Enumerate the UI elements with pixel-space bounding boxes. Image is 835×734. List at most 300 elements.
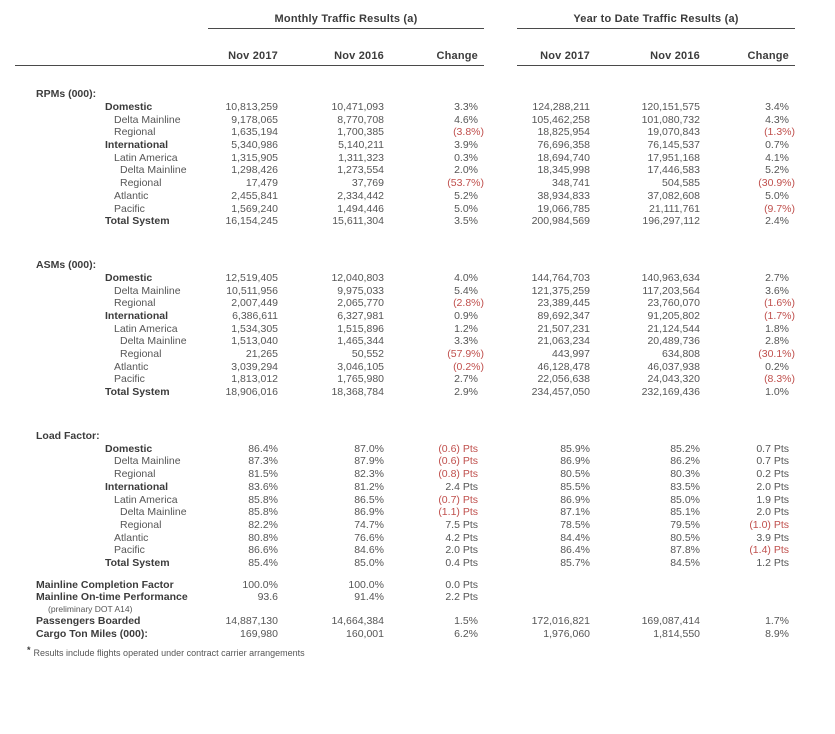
- summary-block-1: [0, 591, 795, 615]
- row-label: Regional: [120, 518, 162, 531]
- value-cell-m2017: 85.8%: [248, 493, 278, 506]
- value-cell-y2016: 196,297,112: [642, 215, 700, 228]
- value-cell-y2016: 17,951,168: [647, 151, 700, 164]
- value-cell-m2017: 81.5%: [248, 468, 278, 481]
- value-cell-ychange: 0.2 Pts: [756, 468, 789, 481]
- column-header-spacer: [0, 50, 195, 62]
- column-gap: [484, 591, 514, 604]
- value-cell-y2017: 144,764,703: [531, 271, 590, 284]
- value-cell-y2016: 37,082,608: [647, 189, 700, 202]
- column-header-ytd-nov-2017: Nov 2017: [540, 50, 590, 62]
- group-header-row: [0, 13, 795, 29]
- row-label: Domestic: [105, 101, 153, 113]
- value-cell-m2016: 87.0%: [354, 442, 384, 455]
- value-cell-y2017: 21,063,234: [537, 335, 590, 348]
- row-label: Total System: [105, 386, 170, 399]
- column-gap: [484, 285, 514, 298]
- value-cell-y2016: 504,585: [662, 177, 700, 190]
- value-cell-mchange: (0.8) Pts: [438, 468, 478, 481]
- column-gap: [484, 579, 514, 592]
- value-cell-y2017: 234,457,050: [531, 386, 590, 399]
- table-row: [0, 272, 795, 285]
- value-cell-m2017: 12,519,405: [225, 271, 278, 284]
- row-label: Latin America: [114, 322, 178, 335]
- value-cell-m2017: 86.6%: [248, 544, 278, 557]
- table-row: [0, 323, 795, 336]
- row-label: Delta Mainline: [114, 284, 181, 297]
- value-cell-m2016: 91.4%: [354, 591, 384, 604]
- value-cell-y2016: 21,111,761: [649, 202, 700, 215]
- value-cell-ychange: [706, 591, 795, 604]
- value-cell-m2016: 86.5%: [354, 493, 384, 506]
- section-0: [0, 88, 795, 228]
- value-cell-m2017: 1,315,905: [231, 151, 278, 164]
- value-cell-y2016: 23,760,070: [647, 297, 700, 310]
- row-label: Delta Mainline: [120, 335, 187, 348]
- table-row: [0, 544, 795, 557]
- value-cell-y2017: 86.4%: [560, 544, 590, 557]
- value-cell-y2016: 46,037,938: [647, 360, 700, 373]
- value-cell-ychange: 1.0%: [765, 386, 789, 399]
- section-title: ASMs (000):: [36, 258, 97, 271]
- value-cell-ychange: 5.0%: [765, 189, 789, 202]
- group-header-spacer: [0, 13, 195, 29]
- table-row: [0, 615, 795, 628]
- value-cell-y2017: 85.9%: [560, 442, 590, 455]
- value-cell-mchange: 3.5%: [454, 215, 478, 228]
- value-cell-y2016: 21,124,544: [647, 322, 700, 335]
- table-row: [0, 361, 795, 374]
- value-cell-m2017: 169,980: [240, 627, 278, 640]
- value-cell-y2017: 78.5%: [560, 518, 590, 531]
- row-label: Latin America: [114, 493, 178, 506]
- value-cell-m2017: 10,813,259: [225, 101, 278, 113]
- column-gap: [484, 215, 514, 228]
- value-cell-y2017: 105,462,258: [531, 113, 590, 126]
- ytd-group-header-label: Year to Date Traffic Results (a): [573, 13, 739, 25]
- value-cell-y2016: 120,151,575: [641, 101, 700, 113]
- section-title: RPMs (000):: [36, 88, 97, 100]
- value-cell-ychange: (30.9%): [758, 177, 795, 190]
- value-cell-m2017: 18,906,016: [225, 386, 278, 399]
- row-label: Pacific: [114, 544, 145, 557]
- table-row: [0, 557, 795, 570]
- column-header-row: [0, 50, 795, 62]
- value-cell-m2016: 1,311,323: [338, 151, 384, 164]
- column-gap: [484, 152, 514, 165]
- value-cell-y2017: 19,066,785: [537, 202, 590, 215]
- value-cell-m2016: 50,552: [351, 348, 384, 360]
- value-cell-m2016: 6,327,981: [337, 309, 384, 322]
- row-label: Latin America: [114, 151, 178, 164]
- value-cell-y2016: 19,070,843: [647, 126, 700, 139]
- value-cell-ychange: [706, 579, 795, 592]
- value-cell-mchange: (53.7%): [447, 177, 484, 190]
- table-row: [0, 152, 795, 165]
- value-cell-m2017: 17,479: [245, 177, 278, 190]
- column-gap: [484, 164, 514, 177]
- value-cell-mchange: 3.3%: [454, 335, 478, 348]
- column-header-ytd-nov-2016: Nov 2016: [650, 50, 700, 62]
- value-cell-y2017: [514, 579, 596, 592]
- value-cell-m2017: 85.4%: [248, 556, 278, 569]
- value-cell-mchange: (57.9%): [447, 348, 484, 360]
- table-row: [0, 386, 795, 399]
- value-cell-m2017: 93.6: [257, 591, 278, 604]
- value-cell-y2016: 169,087,414: [641, 615, 700, 627]
- summary-block-2: [0, 615, 795, 628]
- value-cell-mchange: 3.3%: [454, 101, 478, 113]
- value-cell-m2016: 87.9%: [354, 455, 384, 468]
- row-label: Mainline Completion Factor: [36, 578, 174, 591]
- value-cell-m2016: 81.2%: [354, 480, 384, 493]
- value-cell-m2017: 5,340,986: [231, 139, 278, 152]
- table-row: [0, 348, 795, 361]
- value-cell-y2016: 91,205,802: [647, 309, 700, 322]
- value-cell-mchange: (0.6) Pts: [438, 455, 478, 468]
- value-cell-mchange: 0.3%: [454, 151, 478, 164]
- value-cell-mchange: 0.4 Pts: [445, 556, 478, 569]
- ytd-group-header: [517, 13, 795, 29]
- value-cell-m2016: 8,770,708: [337, 113, 384, 126]
- value-cell-y2016: 80.5%: [670, 531, 700, 544]
- value-cell-y2016: 232,169,436: [641, 386, 700, 399]
- value-cell-y2016: 140,963,634: [641, 271, 700, 284]
- row-label: Total System: [105, 556, 170, 569]
- value-cell-y2016: 86.2%: [670, 455, 700, 468]
- value-cell-ychange: 2.8%: [765, 335, 789, 348]
- column-gap: [484, 139, 514, 152]
- footnote-asterisk: *: [27, 645, 31, 656]
- table-row: [0, 494, 795, 507]
- value-cell-mchange: 0.0 Pts: [445, 578, 478, 591]
- value-cell-m2017: 80.8%: [248, 531, 278, 544]
- value-cell-y2017: 46,128,478: [537, 360, 590, 373]
- table-row: [0, 190, 795, 203]
- value-cell-y2017: 76,696,358: [537, 139, 590, 152]
- value-cell-mchange: (0.6) Pts: [438, 442, 478, 455]
- value-cell-m2016: 85.0%: [354, 556, 384, 569]
- value-cell-ychange: 3.9 Pts: [756, 531, 789, 544]
- value-cell-ychange: (1.0) Pts: [749, 518, 789, 531]
- column-gap: [484, 494, 514, 507]
- value-cell-m2017: 1,813,012: [231, 373, 278, 386]
- summary-block-0: [0, 579, 795, 592]
- value-cell-mchange: 6.2%: [454, 627, 478, 640]
- value-cell-y2016: 17,446,583: [647, 164, 700, 177]
- value-cell-m2017: 2,007,449: [231, 297, 278, 310]
- column-gap: [484, 519, 514, 532]
- column-header-ytd-change: Change: [747, 50, 789, 62]
- row-label: Regional: [114, 126, 156, 139]
- value-cell-mchange: 2.0%: [454, 164, 478, 177]
- value-cell-ychange: (1.7%): [764, 309, 795, 322]
- value-cell-y2017: 121,375,259: [531, 284, 590, 297]
- row-label: Pacific: [114, 202, 145, 215]
- column-header-gap: [484, 50, 514, 62]
- value-cell-y2016: 76,145,537: [647, 139, 700, 152]
- column-gap: [484, 335, 514, 348]
- monthly-group-header-label: Monthly Traffic Results (a): [274, 13, 418, 25]
- table-row: [0, 519, 795, 532]
- value-cell-y2017: 348,741: [552, 177, 590, 190]
- table-body: [0, 88, 795, 640]
- table-row: [0, 481, 795, 494]
- row-label: Mainline On-time Performance: [36, 591, 188, 604]
- value-cell-m2017: 9,178,065: [231, 113, 278, 126]
- column-gap: [484, 506, 514, 519]
- table-row: [0, 373, 795, 386]
- row-label: International: [105, 480, 169, 493]
- header-rule-right: [517, 65, 795, 66]
- value-cell-m2017: 14,887,130: [225, 615, 278, 627]
- value-cell-ychange: 0.7%: [765, 139, 789, 152]
- value-cell-y2016: 85.0%: [670, 493, 700, 506]
- value-cell-ychange: 4.1%: [765, 151, 789, 164]
- value-cell-mchange: 4.0%: [454, 271, 478, 284]
- value-cell-m2017: 1,569,240: [231, 202, 278, 215]
- value-cell-mchange: (0.2%): [453, 360, 484, 373]
- value-cell-mchange: 0.9%: [454, 309, 478, 322]
- value-cell-y2016: 20,489,736: [647, 335, 700, 348]
- value-cell-y2016: 80.3%: [670, 468, 700, 481]
- value-cell-y2016: 84.5%: [670, 556, 700, 569]
- value-cell-ychange: (1.6%): [764, 297, 795, 310]
- column-gap: [484, 628, 514, 641]
- row-label: Regional: [120, 177, 162, 190]
- value-cell-m2016: 12,040,803: [331, 271, 384, 284]
- column-gap: [484, 323, 514, 336]
- row-label: Regional: [114, 297, 156, 310]
- value-cell-m2017: 21,265: [245, 348, 278, 360]
- value-cell-m2017: 10,511,956: [226, 284, 278, 297]
- value-cell-ychange: 4.3%: [765, 113, 789, 126]
- value-cell-m2016: 1,700,385: [337, 126, 384, 139]
- value-cell-m2016: 15,611,304: [332, 215, 384, 228]
- value-cell-m2016: 14,664,384: [331, 615, 384, 627]
- column-gap: [484, 544, 514, 557]
- table-row: [0, 126, 795, 139]
- table-row: [0, 468, 795, 481]
- value-cell-m2016: 2,334,442: [337, 189, 384, 202]
- value-cell-y2016: [596, 579, 706, 592]
- value-cell-m2017: 100.0%: [242, 578, 278, 591]
- value-cell-m2017: 2,455,841: [231, 189, 278, 202]
- value-cell-y2017: 23,389,445: [537, 297, 590, 310]
- value-cell-ychange: 3.6%: [765, 284, 789, 297]
- table-row: [0, 164, 795, 177]
- value-cell-m2016: 37,769: [351, 177, 384, 190]
- column-gap: [484, 126, 514, 139]
- value-cell-mchange: 5.2%: [454, 189, 478, 202]
- value-cell-mchange: (0.7) Pts: [438, 493, 478, 506]
- row-label: Passengers Boarded: [36, 615, 141, 627]
- value-cell-ychange: 0.7 Pts: [756, 455, 789, 468]
- value-cell-m2016: 2,065,770: [337, 297, 384, 310]
- value-cell-m2016: 1,273,554: [337, 164, 384, 177]
- value-cell-m2017: 3,039,294: [231, 360, 278, 373]
- value-cell-ychange: 1.7%: [765, 615, 789, 627]
- table-row: [0, 177, 795, 190]
- value-cell-mchange: 5.4%: [454, 284, 478, 297]
- value-cell-ychange: 1.8%: [765, 322, 789, 335]
- section-2: [0, 430, 795, 570]
- table-row: [0, 335, 795, 348]
- value-cell-y2016: 83.5%: [670, 480, 700, 493]
- value-cell-m2017: 6,386,611: [232, 309, 278, 322]
- value-cell-ychange: (1.4) Pts: [749, 544, 789, 557]
- column-gap: [484, 114, 514, 127]
- value-cell-m2016: 18,368,784: [331, 386, 384, 399]
- section-title: Load Factor:: [36, 429, 100, 442]
- value-cell-m2016: 9,975,033: [337, 284, 384, 297]
- value-cell-y2017: [514, 591, 596, 604]
- value-cell-mchange: 3.9%: [454, 139, 478, 152]
- column-gap: [484, 373, 514, 386]
- row-label: Atlantic: [114, 531, 149, 544]
- value-cell-y2017: 1,976,060: [543, 627, 590, 640]
- table-row: [0, 506, 795, 519]
- value-cell-y2017: 22,056,638: [537, 373, 590, 386]
- column-header-monthly-change: Change: [436, 50, 478, 62]
- value-cell-m2016: 84.6%: [354, 544, 384, 557]
- value-cell-y2017: 80.5%: [560, 468, 590, 481]
- value-cell-y2016: 101,080,732: [641, 113, 700, 126]
- value-cell-m2016: 86.9%: [354, 506, 384, 519]
- header-rules: [0, 65, 795, 66]
- row-label: Delta Mainline: [120, 164, 187, 177]
- value-cell-y2017: 84.4%: [560, 531, 590, 544]
- column-header-monthly-nov-2016: Nov 2016: [334, 50, 384, 62]
- column-gap: [484, 190, 514, 203]
- value-cell-m2016: 160,001: [346, 627, 384, 640]
- table-row: [0, 628, 795, 641]
- value-cell-ychange: 0.7 Pts: [756, 442, 789, 455]
- value-cell-m2017: 86.4%: [248, 442, 278, 455]
- value-cell-y2016: 87.8%: [670, 544, 700, 557]
- table-row: [0, 532, 795, 545]
- column-gap: [484, 348, 514, 361]
- value-cell-m2016: 1,494,446: [337, 202, 384, 215]
- value-cell-mchange: 5.0%: [454, 202, 478, 215]
- value-cell-mchange: 4.6%: [454, 113, 478, 126]
- value-cell-ychange: 2.0 Pts: [756, 480, 789, 493]
- value-cell-y2017: 86.9%: [560, 455, 590, 468]
- column-gap: [484, 297, 514, 310]
- value-cell-ychange: 2.4%: [765, 215, 789, 228]
- value-cell-m2016: 1,465,344: [337, 335, 384, 348]
- value-cell-ychange: 1.9 Pts: [756, 493, 789, 506]
- value-cell-m2017: 1,635,194: [231, 126, 278, 139]
- value-cell-y2017: 124,288,211: [532, 101, 590, 113]
- row-label: Domestic: [105, 271, 153, 284]
- value-cell-mchange: 2.9%: [454, 386, 478, 399]
- table-row: [0, 203, 795, 216]
- row-label: Pacific: [114, 373, 145, 386]
- column-gap: [484, 468, 514, 481]
- table-row: [0, 285, 795, 298]
- value-cell-m2017: 85.8%: [248, 506, 278, 519]
- column-gap: [484, 361, 514, 374]
- value-cell-m2016: 76.6%: [354, 531, 384, 544]
- value-cell-y2016: 1,814,550: [653, 627, 700, 640]
- value-cell-mchange: 2.2 Pts: [445, 591, 478, 604]
- table-row: [0, 591, 795, 604]
- table-row: [0, 297, 795, 310]
- table-row: [0, 114, 795, 127]
- column-gap: [484, 557, 514, 570]
- value-cell-m2017: 1,534,305: [231, 322, 278, 335]
- row-label: Delta Mainline: [114, 113, 181, 126]
- value-cell-y2017: 18,694,740: [537, 151, 590, 164]
- header-rule-left: [15, 65, 484, 66]
- value-cell-ychange: 3.4%: [765, 101, 789, 113]
- value-cell-m2017: 1,298,426: [231, 164, 278, 177]
- value-cell-y2017: 85.5%: [560, 480, 590, 493]
- table-row: [0, 215, 795, 228]
- footnote-text: Results include flights operated under contract carrier arrangements: [33, 648, 305, 659]
- value-cell-y2016: 634,808: [662, 348, 700, 360]
- value-cell-mchange: 4.2 Pts: [445, 531, 478, 544]
- column-gap: [484, 386, 514, 399]
- value-cell-y2016: 79.5%: [670, 518, 700, 531]
- value-cell-mchange: 1.5%: [454, 615, 478, 627]
- row-label: International: [105, 139, 169, 152]
- value-cell-mchange: 2.7%: [454, 373, 478, 386]
- table-row: [0, 310, 795, 323]
- value-cell-m2016: 5,140,211: [338, 139, 384, 152]
- value-cell-ychange: (30.1%): [758, 348, 795, 360]
- summary-block-3: [0, 628, 795, 641]
- value-cell-m2017: 82.2%: [248, 518, 278, 531]
- column-gap: [484, 443, 514, 456]
- value-cell-mchange: 1.2%: [454, 322, 478, 335]
- column-gap: [484, 455, 514, 468]
- row-label: Domestic: [105, 442, 153, 455]
- value-cell-y2016: 117,203,564: [642, 284, 700, 297]
- row-label: International: [105, 309, 169, 322]
- value-cell-ychange: 1.2 Pts: [756, 556, 789, 569]
- table-row: [0, 101, 795, 114]
- value-cell-y2017: 18,345,998: [537, 164, 590, 177]
- column-gap: [484, 203, 514, 216]
- value-cell-m2016: 10,471,093: [331, 101, 384, 113]
- value-cell-m2016: 1,515,896: [337, 322, 384, 335]
- value-cell-ychange: 8.9%: [765, 627, 789, 640]
- table-row: [0, 579, 795, 592]
- table-row: [0, 443, 795, 456]
- value-cell-m2016: 1,765,980: [337, 373, 384, 386]
- value-cell-ychange: 2.0 Pts: [756, 506, 789, 519]
- row-label: Delta Mainline: [120, 506, 187, 519]
- value-cell-m2016: 3,046,105: [337, 360, 384, 373]
- value-cell-y2017: 18,825,954: [537, 126, 590, 139]
- column-gap: [484, 101, 514, 114]
- row-label: Regional: [120, 348, 162, 360]
- value-cell-ychange: (9.7%): [764, 202, 795, 215]
- value-cell-y2016: 85.2%: [670, 442, 700, 455]
- group-header-gap: [484, 13, 514, 29]
- column-gap: [484, 615, 514, 628]
- row-label: Cargo Ton Miles (000):: [36, 627, 148, 640]
- value-cell-y2017: 85.7%: [560, 556, 590, 569]
- value-cell-y2017: 443,997: [552, 348, 590, 360]
- row-sublabel: (preliminary DOT A14): [48, 604, 133, 614]
- column-gap: [484, 481, 514, 494]
- value-cell-mchange: 7.5 Pts: [445, 518, 478, 531]
- section-1: [0, 259, 795, 399]
- value-cell-mchange: 2.4 Pts: [445, 480, 478, 493]
